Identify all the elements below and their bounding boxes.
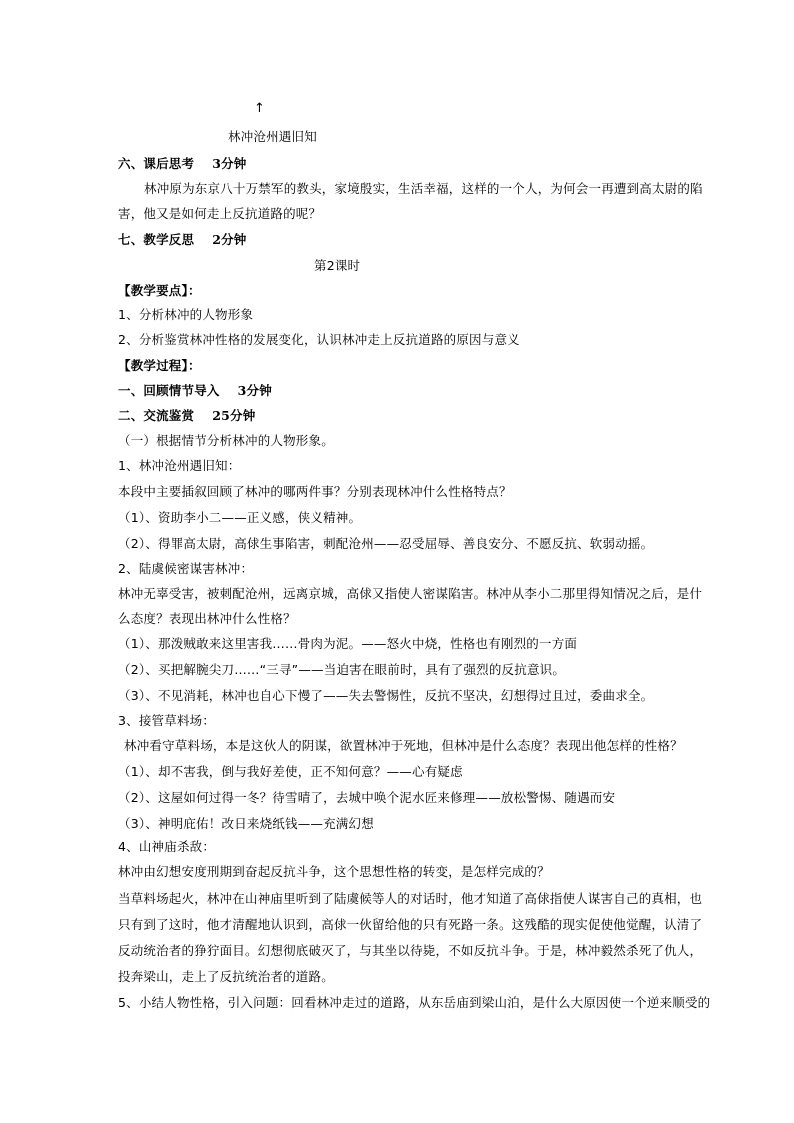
step-2-heading [118,407,255,425]
up-arrow-icon: ↑ [254,101,265,116]
part-4-question: 林冲由幻想安度刑期到奋起反抗斗争，这个思想性格的转变，是怎样完成的？ [118,864,550,879]
section-6-heading [118,155,247,173]
part-3-item: （2）、这屋如何过得一冬？待雪晴了，去城中唤个泥水匠来修理——放松警惕、随遇而安 [118,790,616,805]
part-1-item: （2）、得罪高太尉，高俅生事陷害，刺配沧州——忍受屈辱、善良安分、不愿反抗、软弱动摇。 [118,536,654,551]
key-point-item: 1、分析林冲的人物形象 [118,307,254,322]
part-4-answer-line: 反动统治者的狰狞面目。幻想彻底破灭了，与其坐以待毙，不如反抗斗争。于是，林冲毅然杀死了仇人， [118,943,703,958]
part-2-question-line-2: 么态度？表现出林冲什么性格？ [118,611,296,626]
section-7-heading [118,231,247,249]
key-point-item: 2、分析鉴赏林冲性格的发展变化，认识林冲走上反抗道路的原因与意义 [118,332,520,347]
part-4-answer-line: 当草料场起火，林冲在山神庙里听到了陆虞候等人的对话时，他才知道了高俅指使人谋害自己的真相，也 [118,891,703,906]
part-1-title: 1、林冲沧州遇旧知： [118,458,241,473]
part-3-item: （3）、神明庇佑！改日来烧纸钱——充满幻想 [118,816,374,831]
step-1-title: 一、回顾情节导入 [118,383,220,398]
step-1-time: 3分钟 [237,383,272,398]
figure-caption: 林冲沧州遇旧知 [228,129,317,144]
part-1-question: 本段中主要插叙回顾了林冲的哪两件事？分别表现林冲什么性格特点？ [118,484,512,499]
part-2-item: （1）、那泼贼敢来这里害我……骨肉为泥。——怒火中烧，性格也有刚烈的一方面 [118,636,578,651]
part-3-item: （1）、却不害我，倒与我好差使，正不知何意？——心有疑虑 [118,764,463,779]
step-1-heading [118,382,272,400]
part-1-item: （1）、资助李小二——正义感，侠义精神。 [118,510,362,525]
part-4-answer-line: 只有到了这时，他才清醒地认识到，高俅一伙留给他的只有死路一条。这残酷的现实促使他觉醒，认清了 [118,917,703,932]
part-4-title: 4、山神庙杀敌： [118,839,216,854]
process-heading: 【教学过程】： [118,358,201,373]
section-6-paragraph-line-1: 林冲原为东京八十万禁军的教头，家境殷实，生活幸福，这样的一个人，为何会一再遭到高太尉的陷 [144,181,703,196]
section-7-time: 2分钟 [212,232,247,247]
part-2-item: （2）、买把解腕尖刀……“三寻”——当迫害在眼前时，具有了强烈的反抗意识。 [118,662,566,677]
part-3-question: 林冲看守草料场，本是这伙人的阴谋，欲置林冲于死地，但林冲是什么态度？表现出他怎样的性格？ [124,738,683,753]
section-6-paragraph-line-2: 害，他又是如何走上反抗道路的呢？ [118,206,322,221]
part-5-line-1: 5、小结人物性格，引入问题：回看林冲走过的道路，从东岳庙到梁山泊，是什么大原因使一个逆来顺受的 [118,995,711,1010]
lesson-2-title: 第2课时 [314,258,361,273]
section-7-title: 七、教学反思 [118,232,195,247]
part-2-question-line-1: 林冲无辜受害，被刺配沧州，远离京城，高俅又指使人密谋陷害。林冲从李小二那里得知情况之后，是什 [118,586,703,601]
subsection-1-heading: （一）根据情节分析林冲的人物形象。 [118,433,334,448]
part-2-item: （3）、不见消耗，林冲也自心下慢了——失去警惕性，反抗不坚决，幻想得过且过，委曲求全。 [118,688,654,703]
step-2-title: 二、交流鉴赏 [118,408,195,423]
section-6-title: 六、课后思考 [118,156,195,171]
key-points-heading: 【教学要点】： [118,283,201,298]
part-4-answer-line: 投奔梁山，走上了反抗统治者的道路。 [118,969,334,984]
part-2-title: 2、陆虞候密谋害林冲： [118,561,254,576]
step-2-time: 25分钟 [212,408,256,423]
part-3-title: 3、接管草料场： [118,713,216,728]
section-6-time: 3分钟 [212,156,247,171]
